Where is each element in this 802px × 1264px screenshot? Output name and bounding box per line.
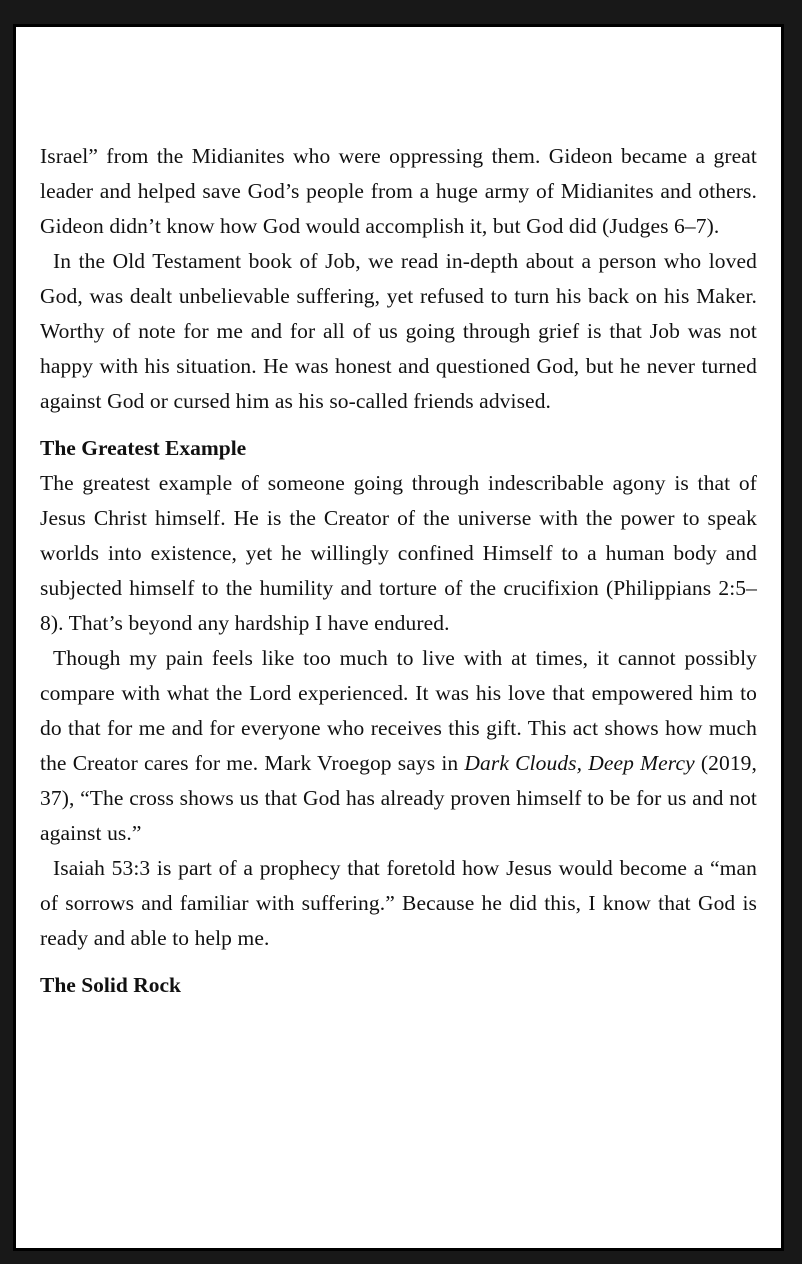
paragraph-gideon: Israel” from the Midianites who were oppressing them. Gideon became a great leader and helped save God’s people from a huge army of Midianites and others. Gideon didn’t know how God would accomplish it, but God did (Judges 6–7). — [40, 144, 757, 238]
page-content — [16, 27, 781, 1003]
paragraph-job: In the Old Testament book of Job, we read in-depth about a person who loved God, was dealt unbelievable suffering, yet refused to turn his back on his Maker. Worthy of note for me and for all of us going through grief is that Job was not happy with his situation. He was honest and questioned God, but he never turned against God or cursed him as his so-called friends advised. — [40, 249, 757, 413]
paragraph-pain-comparison — [40, 641, 757, 851]
book-page[interactable] — [13, 24, 784, 1251]
paragraph-text-run: Though my pain feels like too much to live with at times, it cannot possibly compare with what the Lord experienced. It was his love that empowered him to do that for me and for everyone who receives this gift. This act shows how much the Creator cares for me. Mark Vroegop says in — [40, 646, 757, 775]
section-heading-solid-rock: The Solid Rock — [40, 973, 181, 997]
section-heading-greatest-example: The Greatest Example — [40, 436, 247, 460]
paragraph-jesus-example: The greatest example of someone going through indescribable agony is that of Jesus Christ himself. He is the Creator of the universe with the power to speak worlds into existence, yet he willingly confined Himself to a human body and subjected himself to the humility and torture of the crucifixion (Philippians 2:5–8). That’s beyond any hardship I have endured. — [40, 471, 757, 635]
book-title-italic: Dark Clouds, Deep Mercy — [464, 751, 695, 775]
paragraph-text-run: (2019, 37), “The cross shows us that God has already proven himself to be for us and not against us.” — [40, 751, 757, 845]
paragraph-isaiah: Isaiah 53:3 is part of a prophecy that foretold how Jesus would become a “man of sorrows and familiar with suffering.” Because he did this, I know that God is ready and able to help me. — [40, 856, 757, 950]
